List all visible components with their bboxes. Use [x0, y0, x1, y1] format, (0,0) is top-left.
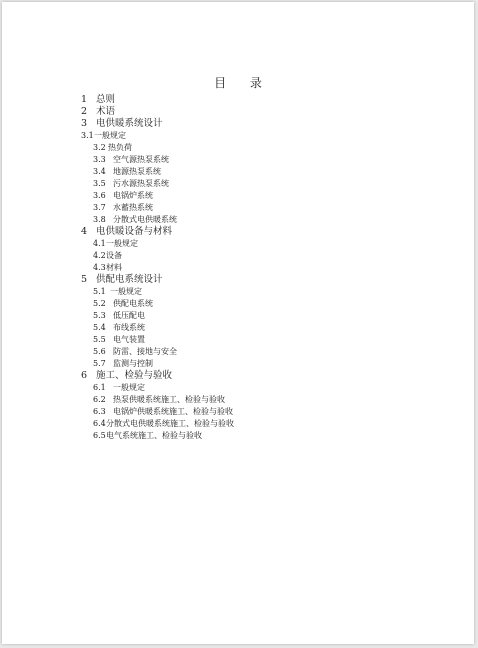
toc-number: 4.3: [93, 263, 106, 272]
toc-heading: 一般规定: [113, 383, 145, 392]
toc-number: 6.1: [93, 383, 106, 392]
toc-heading: 设备: [106, 251, 122, 260]
toc-heading: 电气装置: [113, 335, 145, 344]
toc-section: [0, 178, 478, 190]
toc-section: [0, 250, 478, 262]
toc-number: 5.7: [93, 359, 106, 368]
toc-section: [0, 298, 478, 310]
toc-heading: 防雷、接地与安全: [113, 347, 177, 356]
toc-heading: 污水源热泵系统: [113, 179, 169, 188]
toc-number: 4.1: [93, 239, 106, 248]
toc-heading: 电供暖系统设计: [96, 118, 163, 129]
toc-heading: 电气系统施工、检验与验收: [106, 431, 202, 440]
toc-number: 3.2: [93, 143, 106, 152]
toc-heading: 一般规定: [94, 131, 126, 140]
toc-heading: 术语: [96, 106, 116, 117]
toc-chapter: [0, 94, 478, 106]
toc-heading: 热泵供暖系统施工、检验与验收: [113, 395, 225, 404]
toc-heading: 电供暖设备与材料: [96, 226, 173, 237]
toc-section: [0, 142, 478, 154]
toc-chapter: [0, 106, 478, 118]
toc-number: 6.3: [93, 407, 106, 416]
toc-number: 3.8: [93, 215, 106, 224]
toc-heading: 供配电系统: [113, 299, 153, 308]
toc-number: 6: [81, 370, 88, 381]
toc-section: [0, 190, 478, 202]
toc-number: 3.7: [93, 203, 106, 212]
toc-heading: 一般规定: [110, 287, 142, 296]
toc-number: 5.3: [93, 311, 106, 320]
toc-section: [0, 358, 478, 370]
toc-number: 3.1: [81, 131, 94, 140]
toc-heading: 供配电系统设计: [96, 274, 163, 285]
toc-section: [0, 430, 478, 442]
toc-number: 4.2: [93, 251, 106, 260]
toc-number: 1: [81, 94, 88, 105]
toc-heading: 分散式电供暖系统施工、检验与验收: [106, 419, 234, 428]
toc-number: 3.6: [93, 191, 106, 200]
toc-number: 5.6: [93, 347, 106, 356]
toc-section: [0, 202, 478, 214]
toc-chapter: [0, 274, 478, 286]
toc-number: 5.1: [93, 287, 106, 296]
toc-section: [0, 346, 478, 358]
toc-number: 5.2: [93, 299, 106, 308]
toc-number: 6.2: [93, 395, 106, 404]
toc-number: 5.4: [93, 323, 106, 332]
toc-chapter: [0, 118, 478, 130]
toc-heading: 热负荷: [108, 143, 132, 152]
toc-number: 2: [81, 106, 88, 117]
toc-chapter: [0, 226, 478, 238]
toc-number: 3: [81, 118, 88, 129]
toc-heading: 总则: [96, 94, 116, 105]
toc-heading: 水蓄热系统: [113, 203, 153, 212]
toc-number: 3.3: [93, 155, 106, 164]
toc-heading: 分散式电供暖系统: [113, 215, 177, 224]
toc-number: 4: [81, 226, 88, 237]
toc-section: [0, 238, 478, 250]
toc-heading: 地源热泵系统: [113, 167, 161, 176]
toc-section: [0, 262, 478, 274]
toc-heading: 一般规定: [106, 239, 138, 248]
toc-heading: 施工、检验与验收: [96, 370, 173, 381]
toc-section: [0, 406, 478, 418]
toc-section: [0, 286, 478, 298]
toc-heading: 空气源热泵系统: [113, 155, 169, 164]
toc-title: 目 录: [214, 76, 272, 90]
toc-number: 6.5: [93, 431, 106, 440]
toc-heading: 材料: [106, 263, 122, 272]
toc-number: 5: [81, 274, 88, 285]
toc-section: [0, 154, 478, 166]
toc-heading: 布线系统: [113, 323, 145, 332]
toc-heading: 电锅炉系统: [113, 191, 153, 200]
toc-number: 6.4: [93, 419, 106, 428]
toc-section: [0, 130, 478, 142]
toc-heading: 监测与控制: [113, 359, 153, 368]
toc-section: [0, 214, 478, 226]
toc-section: [0, 334, 478, 346]
toc-section: [0, 166, 478, 178]
toc-chapter: [0, 370, 478, 382]
toc-number: 3.5: [93, 179, 106, 188]
table-of-contents: [0, 94, 478, 442]
toc-number: 3.4: [93, 167, 106, 176]
toc-section: [0, 418, 478, 430]
toc-section: [0, 322, 478, 334]
toc-heading: 低压配电: [113, 311, 145, 320]
toc-number: 5.5: [93, 335, 106, 344]
toc-section: [0, 382, 478, 394]
toc-heading: 电锅炉供暖系统施工、检验与验收: [113, 407, 233, 416]
toc-section: [0, 394, 478, 406]
toc-section: [0, 310, 478, 322]
